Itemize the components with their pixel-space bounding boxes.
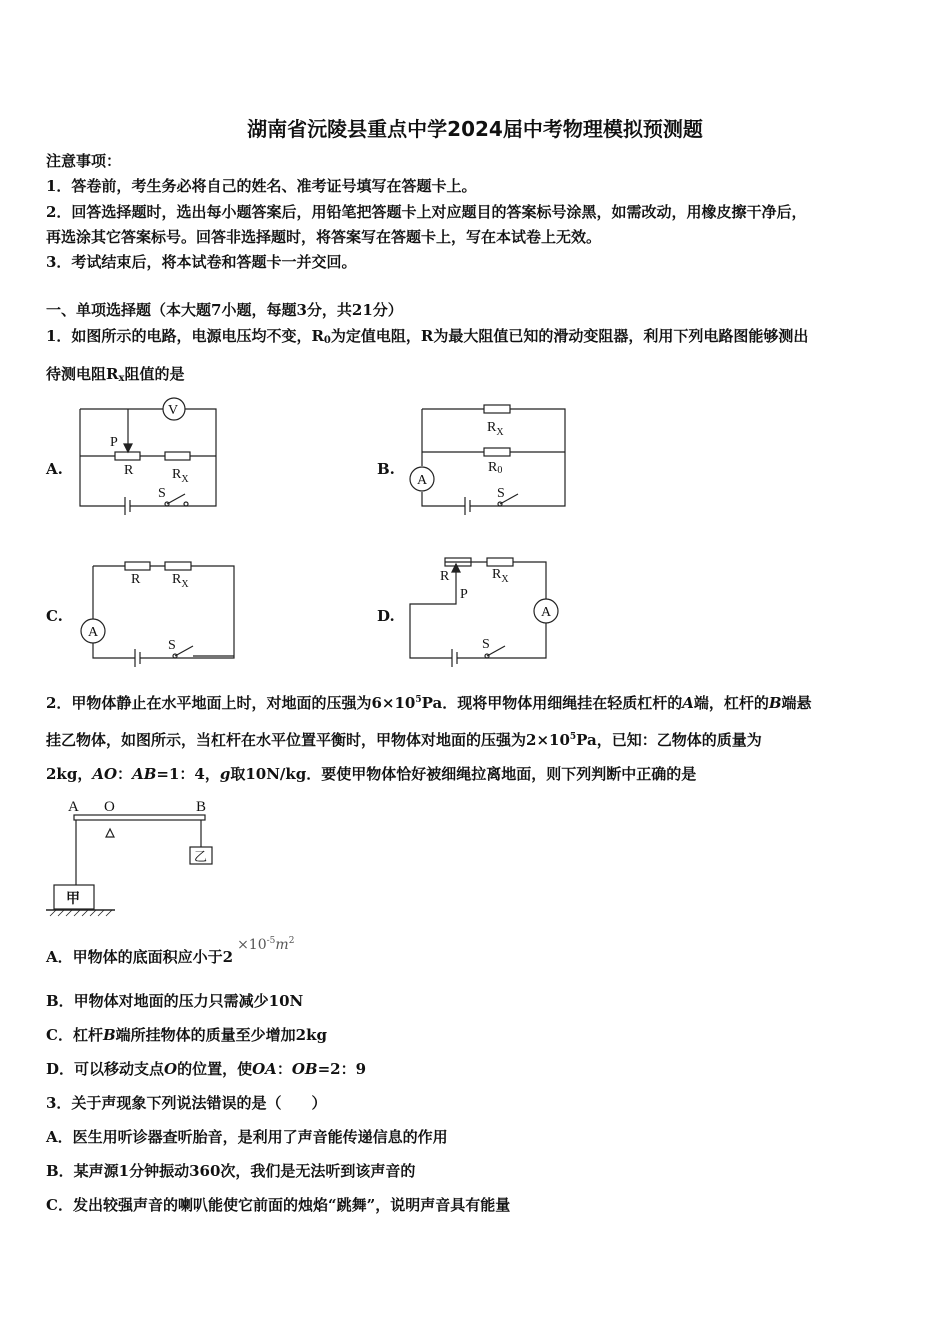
- lever-label-b: B: [196, 799, 207, 815]
- lever-label-o: O: [104, 799, 115, 815]
- notice-item-2: 2．回答选择题时，选出每小题答案后，用铅笔把答题卡上对应题目的答案标号涂黑，如需改动，用橡皮擦干净后，: [46, 203, 807, 221]
- p-label-d: P: [460, 587, 468, 602]
- circuit-a: [80, 398, 216, 515]
- q1-option-a[interactable]: A.: [46, 460, 63, 478]
- q1-option-c[interactable]: C.: [46, 607, 63, 625]
- notice-item-1: 1．答卷前，考生务必将自己的姓名、准考证号填写在答题卡上。: [46, 177, 477, 195]
- q1-option-b[interactable]: B.: [377, 460, 395, 478]
- ammeter-label-d: A: [541, 605, 552, 620]
- notice-item-2-cont: 再选涂其它答案标号。回答非选择题时，将答案写在答题卡上，写在本试卷上无效。: [46, 228, 602, 246]
- object-jia-label: 甲: [66, 892, 80, 907]
- q2-stem-line2: 挂乙物体，如图所示，当杠杆在水平位置平衡时，甲物体对地面的压强为$2\times 10^5Pa$，已知：乙物体的质量为: [46, 731, 762, 749]
- lever-diagram: [40, 792, 270, 917]
- ammeter-label-b: A: [417, 473, 428, 488]
- rx-label-b: $R_X$: [487, 420, 504, 438]
- circuit-c: [81, 562, 234, 667]
- rx-label: $R_X$: [172, 467, 189, 485]
- q1-stem-line2: 待测电阻$R_x$阻值的是: [46, 365, 185, 384]
- rx-label-c: $R_X$: [172, 572, 189, 590]
- q2-option-a[interactable]: A．甲物体的底面积应小于$2\times 10^{-5}m^2$: [46, 936, 295, 966]
- q2-stem-line3: 2kg，AO：AB=1：4，g取10N/kg．要使甲物体恰好被细绳拉离地面，则下列判断中正确的是: [46, 765, 697, 783]
- ammeter-label-c: A: [88, 625, 99, 640]
- r-label-d: R: [440, 569, 450, 584]
- section-heading: 一、单项选择题（本大题7小题，每题3分，共21分）: [46, 301, 403, 319]
- page-title: 湖南省沅陵县重点中学2024届中考物理模拟预测题: [247, 117, 703, 141]
- r0-label: R0: [488, 460, 503, 476]
- q2-option-c[interactable]: C．杠杆B端所挂物体的质量至少增加2kg: [46, 1026, 327, 1044]
- rx-label-d: $R_X$: [492, 567, 509, 585]
- q3-option-a[interactable]: A．医生用听诊器查听胎音，是利用了声音能传递信息的作用: [46, 1128, 448, 1146]
- q1-option-d[interactable]: D.: [377, 607, 395, 625]
- s-label-d: S: [482, 637, 490, 652]
- q3-option-c[interactable]: C．发出较强声音的喇叭能使它前面的烛焰“跳舞”，说明声音具有能量: [46, 1196, 511, 1214]
- s-label-b: S: [497, 486, 505, 501]
- q2-option-d[interactable]: D．可以移动支点O的位置，使OA：OB=2：9: [46, 1060, 367, 1078]
- s-label: S: [158, 486, 166, 501]
- r-label: R: [124, 463, 134, 478]
- s-label-c: S: [168, 638, 176, 653]
- q3-stem: 3．关于声现象下列说法错误的是（ ）: [46, 1094, 327, 1112]
- q3-option-b[interactable]: B．某声源1分钟振动360次，我们是无法听到该声音的: [46, 1162, 416, 1180]
- object-yi-label: 乙: [194, 849, 208, 864]
- p-label: P: [110, 435, 118, 450]
- lever-label-a: A: [68, 799, 79, 815]
- notice-item-3: 3．考试结束后，将本试卷和答题卡一并交回。: [46, 253, 357, 271]
- q2-stem-line1: 2．甲物体静止在水平地面上时，对地面的压强为$6\times 10^5Pa$．现将甲物体用细绳挂在轻质杠杆的A端，杠杆的B端悬: [46, 694, 812, 712]
- r-label-c: R: [131, 572, 141, 587]
- notice-heading: 注意事项：: [46, 152, 122, 170]
- q2-option-b[interactable]: B．甲物体对地面的压力只需减少10N: [46, 992, 304, 1010]
- q1-circuits: [0, 390, 950, 680]
- voltmeter-label: V: [168, 403, 179, 418]
- q1-stem-line1: 1．如图所示的电路，电源电压均不变，$R_0$为定值电阻，R为最大阻值已知的滑动变阻器，利用下列电路图能够测出: [46, 327, 809, 346]
